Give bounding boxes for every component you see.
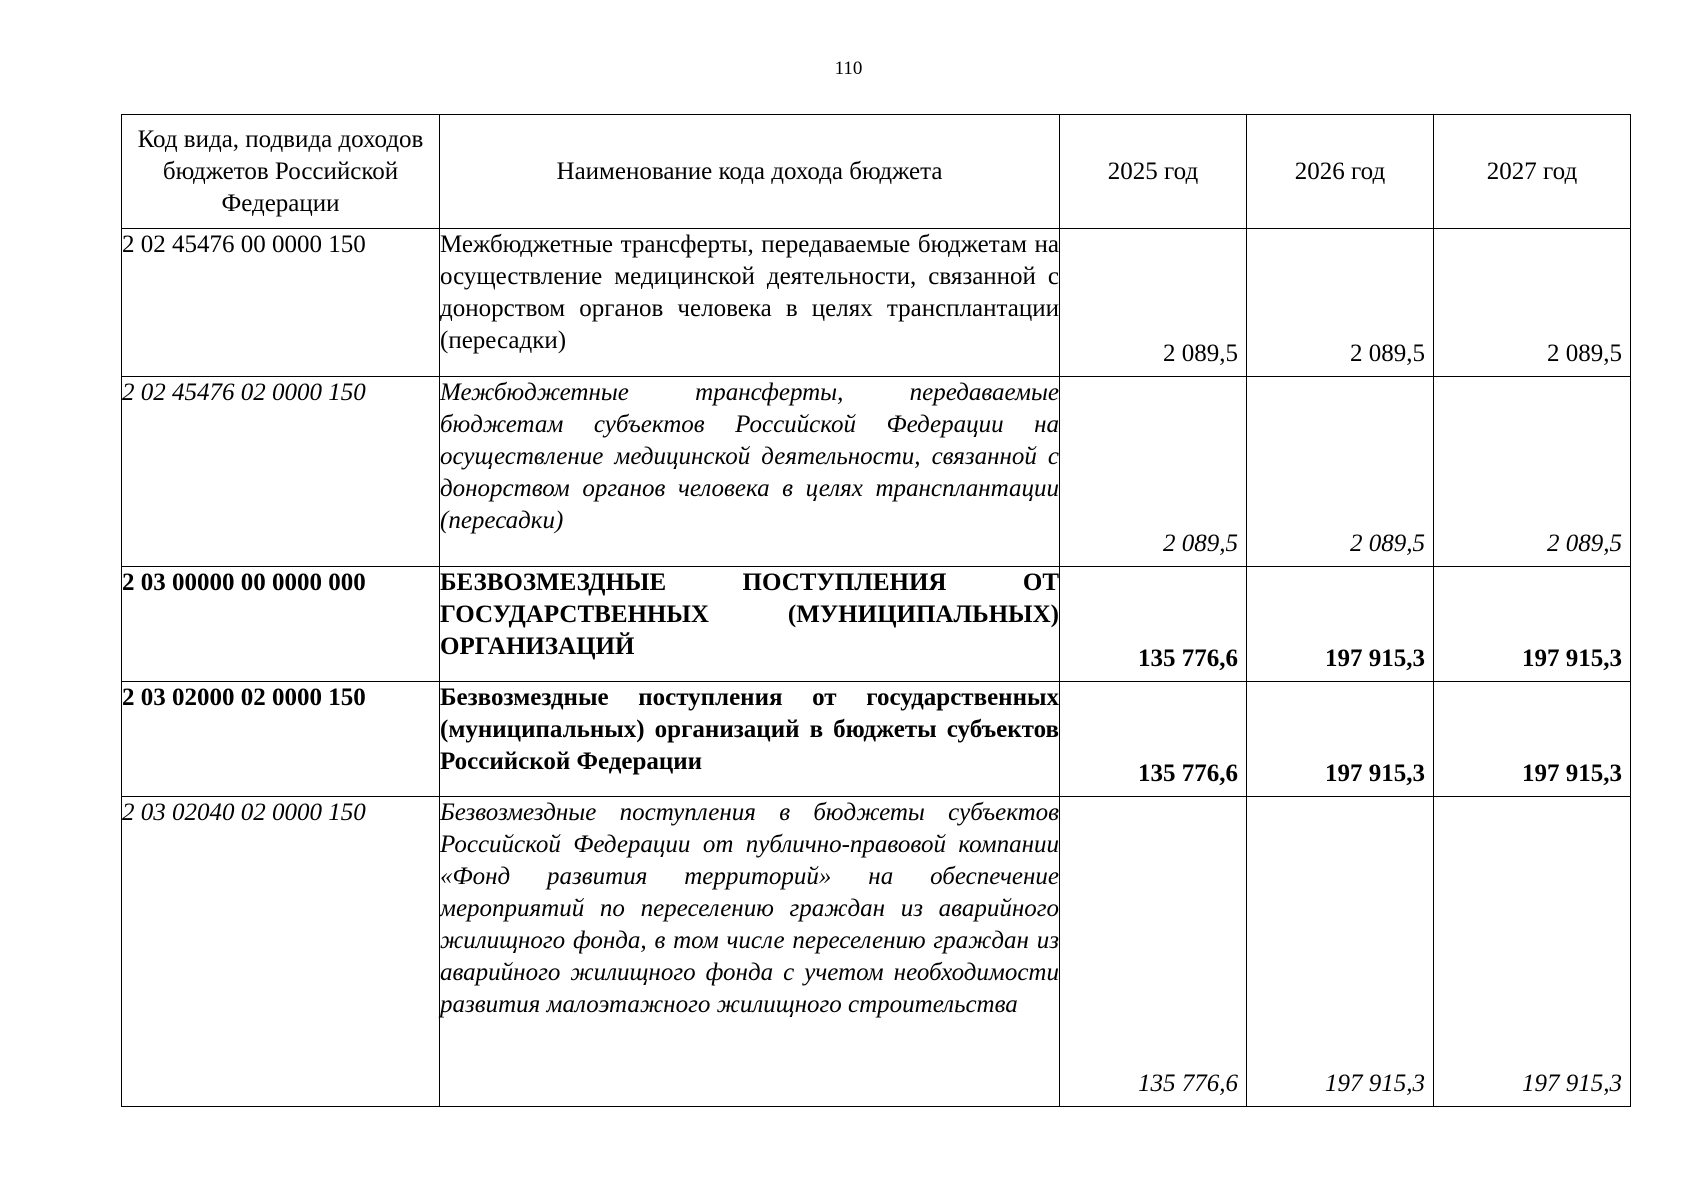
row-name: Межбюджетные трансферты, передаваемые бюджетам на осуществление медицинской деятельности, связанной с донорством органов человека в целях трансплантации (пересадки) <box>440 229 1060 377</box>
row-value-2026: 197 915,3 <box>1247 567 1434 682</box>
row-name: БЕЗВОЗМЕЗДНЫЕ ПОСТУПЛЕНИЯ ОТ ГОСУДАРСТВЕННЫХ (МУНИЦИПАЛЬНЫХ) ОРГАНИЗАЦИЙ <box>440 567 1060 682</box>
row-value-2025: 2 089,5 <box>1060 377 1247 567</box>
table-row <box>122 682 1631 797</box>
row-value-2027: 2 089,5 <box>1434 229 1631 377</box>
table-row <box>122 567 1631 682</box>
header-2026: 2026 год <box>1247 115 1434 229</box>
row-name: Безвозмездные поступления от государственных (муниципальных) организаций в бюджеты субъектов Российской Федерации <box>440 682 1060 797</box>
page-number: 110 <box>834 58 863 79</box>
row-value-2025: 2 089,5 <box>1060 229 1247 377</box>
row-value-2025: 135 776,6 <box>1060 567 1247 682</box>
row-value-2026: 2 089,5 <box>1247 229 1434 377</box>
table-header-row <box>122 115 1631 229</box>
row-value-2027: 197 915,3 <box>1434 797 1631 1107</box>
header-code: Код вида, подвида доходов бюджетов Российской Федерации <box>122 115 440 229</box>
row-value-2027: 197 915,3 <box>1434 682 1631 797</box>
row-value-2027: 2 089,5 <box>1434 377 1631 567</box>
row-value-2026: 197 915,3 <box>1247 682 1434 797</box>
row-code: 2 03 02000 02 0000 150 <box>122 682 440 797</box>
row-value-2026: 2 089,5 <box>1247 377 1434 567</box>
row-value-2025: 135 776,6 <box>1060 797 1247 1107</box>
budget-revenue-table <box>121 114 1631 1107</box>
row-value-2027: 197 915,3 <box>1434 567 1631 682</box>
row-code: 2 03 00000 00 0000 000 <box>122 567 440 682</box>
table-row <box>122 377 1631 567</box>
row-value-2026: 197 915,3 <box>1247 797 1434 1107</box>
header-name: Наименование кода дохода бюджета <box>440 115 1060 229</box>
header-2027: 2027 год <box>1434 115 1631 229</box>
header-2025: 2025 год <box>1060 115 1247 229</box>
row-code: 2 02 45476 00 0000 150 <box>122 229 440 377</box>
row-name: Межбюджетные трансферты, передаваемые бюджетам субъектов Российской Федерации на осуществление медицинской деятельности, связанной с донорством органов человека в целях трансплантации (пересадки) <box>440 377 1060 567</box>
row-value-2025: 135 776,6 <box>1060 682 1247 797</box>
row-code: 2 03 02040 02 0000 150 <box>122 797 440 1107</box>
table-row <box>122 229 1631 377</box>
row-name: Безвозмездные поступления в бюджеты субъектов Российской Федерации от публично-правовой компании «Фонд развития территорий» на обеспечение мероприятий по переселению граждан из аварийного жилищного фонда, в том числе переселению граждан из аварийного жилищного фонда с учетом необходимости развития малоэтажного жилищного строительства <box>440 797 1060 1107</box>
table-row <box>122 797 1631 1107</box>
row-code: 2 02 45476 02 0000 150 <box>122 377 440 567</box>
